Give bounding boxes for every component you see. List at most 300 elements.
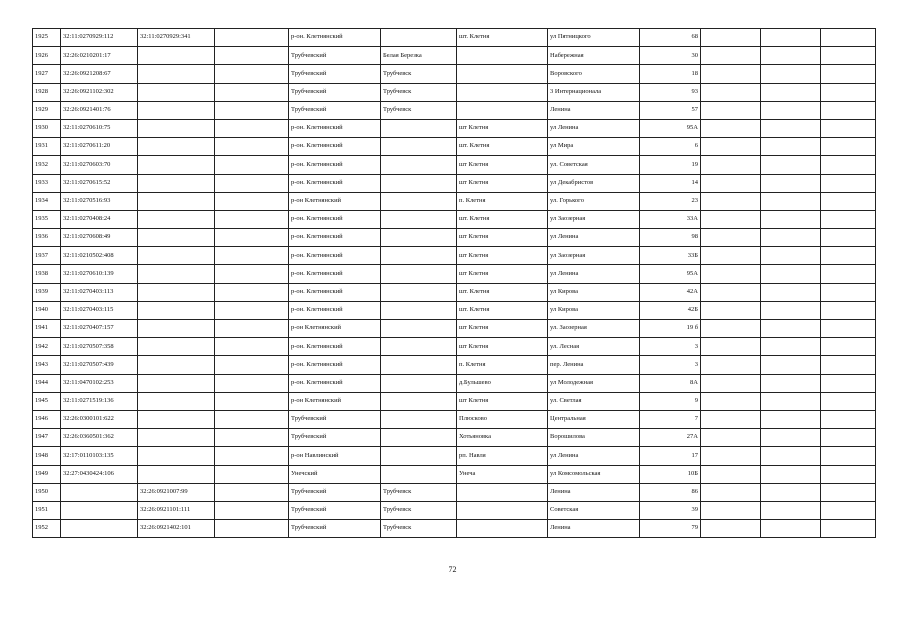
cell-extra-col-3 xyxy=(821,174,876,192)
cell-settlement: Трубчевск xyxy=(381,501,457,519)
cell-extra-col-3 xyxy=(821,192,876,210)
cell-district: р-он. Клетнянский xyxy=(289,174,381,192)
cell-street: Ленина xyxy=(548,101,640,119)
cell-settlement xyxy=(381,265,457,283)
cell-blank-cell xyxy=(215,301,289,319)
cell-extra-col-3 xyxy=(821,392,876,410)
cell-district: Трубчевский xyxy=(289,501,381,519)
cell-blank-cell xyxy=(215,320,289,338)
cell-district: р-он. Клетнянский xyxy=(289,138,381,156)
cell-cadastral-number-alt xyxy=(138,174,215,192)
cell-settlement: Трубчевск xyxy=(381,65,457,83)
cell-street: Советская xyxy=(548,501,640,519)
cell-cadastral-number-alt xyxy=(138,338,215,356)
cell-street: Воровского xyxy=(548,65,640,83)
cell-extra-col-1 xyxy=(701,320,761,338)
cell-extra-col-1 xyxy=(701,247,761,265)
cell-cadastral-number-alt xyxy=(138,447,215,465)
cell-row-number: 1939 xyxy=(33,283,61,301)
cell-extra-col-2 xyxy=(761,101,821,119)
table-row xyxy=(33,210,876,228)
cell-cadastral-number: 32:11:0270407:157 xyxy=(61,320,138,338)
cell-district: р-он Навлинский xyxy=(289,447,381,465)
cell-cadastral-number: 32:11:0270507:358 xyxy=(61,338,138,356)
table-row xyxy=(33,192,876,210)
cell-street: ул Кирова xyxy=(548,301,640,319)
cell-extra-col-3 xyxy=(821,301,876,319)
cell-blank-cell xyxy=(215,47,289,65)
cell-house-number: 42Б xyxy=(640,301,701,319)
cell-house-number: 23 xyxy=(640,192,701,210)
cell-extra-col-2 xyxy=(761,65,821,83)
cell-blank-cell xyxy=(215,410,289,428)
cell-street: Центральная xyxy=(548,410,640,428)
cell-extra-col-3 xyxy=(821,101,876,119)
cell-extra-col-1 xyxy=(701,465,761,483)
table-row xyxy=(33,301,876,319)
cell-house-number: 10Б xyxy=(640,465,701,483)
cell-district: Трубчевский xyxy=(289,47,381,65)
cell-street: ул Заозерная xyxy=(548,247,640,265)
table-row xyxy=(33,83,876,101)
cell-district: р-он Клетнянский xyxy=(289,320,381,338)
cell-extra-col-1 xyxy=(701,210,761,228)
cell-settlement xyxy=(381,138,457,156)
cell-district: р-он. Клетнянский xyxy=(289,301,381,319)
cell-street: ул. Горького xyxy=(548,192,640,210)
cell-settlement xyxy=(381,119,457,137)
cell-extra-col-3 xyxy=(821,283,876,301)
cell-settlement xyxy=(381,156,457,174)
cell-extra-col-3 xyxy=(821,483,876,501)
cell-cadastral-number: 32:26:0921401:76 xyxy=(61,101,138,119)
cell-row-number: 1927 xyxy=(33,65,61,83)
register-table-body xyxy=(33,29,876,538)
cell-settlement xyxy=(381,338,457,356)
cell-extra-col-2 xyxy=(761,465,821,483)
table-row xyxy=(33,229,876,247)
cell-cadastral-number-alt: 32:26:0921101:111 xyxy=(138,501,215,519)
cell-extra-col-2 xyxy=(761,429,821,447)
cell-extra-col-3 xyxy=(821,247,876,265)
cell-row-number: 1935 xyxy=(33,210,61,228)
cell-locality: п. Клетня xyxy=(457,192,548,210)
cell-extra-col-1 xyxy=(701,447,761,465)
cell-row-number: 1947 xyxy=(33,429,61,447)
cell-row-number: 1934 xyxy=(33,192,61,210)
cell-house-number: 79 xyxy=(640,520,701,538)
cell-cadastral-number: 32:11:0270611:20 xyxy=(61,138,138,156)
cell-cadastral-number-alt xyxy=(138,192,215,210)
cell-house-number: 19 xyxy=(640,156,701,174)
cell-blank-cell xyxy=(215,429,289,447)
cell-row-number: 1951 xyxy=(33,501,61,519)
cell-cadastral-number: 32:26:0210201:17 xyxy=(61,47,138,65)
cell-settlement xyxy=(381,447,457,465)
cell-extra-col-2 xyxy=(761,156,821,174)
cell-street: ул Ленина xyxy=(548,447,640,465)
cell-extra-col-3 xyxy=(821,501,876,519)
cell-street: Ленина xyxy=(548,483,640,501)
cell-district: Унечский xyxy=(289,465,381,483)
cell-district: р-он. Клетнянский xyxy=(289,119,381,137)
cell-extra-col-2 xyxy=(761,247,821,265)
cell-house-number: 86 xyxy=(640,483,701,501)
cell-extra-col-2 xyxy=(761,374,821,392)
cell-extra-col-1 xyxy=(701,483,761,501)
table-row xyxy=(33,429,876,447)
cell-extra-col-2 xyxy=(761,119,821,137)
cell-extra-col-2 xyxy=(761,520,821,538)
cell-district: р-он. Клетнянский xyxy=(289,29,381,47)
table-row xyxy=(33,465,876,483)
cell-district: Трубчевский xyxy=(289,101,381,119)
cell-settlement xyxy=(381,392,457,410)
table-row xyxy=(33,29,876,47)
cell-extra-col-2 xyxy=(761,47,821,65)
cell-cadastral-number-alt xyxy=(138,374,215,392)
cell-extra-col-1 xyxy=(701,101,761,119)
table-row xyxy=(33,283,876,301)
cell-row-number: 1936 xyxy=(33,229,61,247)
cell-settlement: Трубчевск xyxy=(381,101,457,119)
page-number: 72 xyxy=(448,565,457,574)
cell-settlement xyxy=(381,465,457,483)
cell-house-number: 33А xyxy=(640,210,701,228)
cell-row-number: 1925 xyxy=(33,29,61,47)
cell-cadastral-number: 32:11:0270408:24 xyxy=(61,210,138,228)
cell-row-number: 1937 xyxy=(33,247,61,265)
cell-settlement xyxy=(381,301,457,319)
cell-extra-col-3 xyxy=(821,119,876,137)
cell-extra-col-3 xyxy=(821,265,876,283)
cell-blank-cell xyxy=(215,265,289,283)
table-row xyxy=(33,410,876,428)
cell-extra-col-1 xyxy=(701,65,761,83)
cell-settlement xyxy=(381,356,457,374)
cell-blank-cell xyxy=(215,338,289,356)
table-row xyxy=(33,356,876,374)
table-row xyxy=(33,47,876,65)
cell-cadastral-number-alt xyxy=(138,101,215,119)
cell-settlement xyxy=(381,429,457,447)
cell-house-number: 42А xyxy=(640,283,701,301)
cell-settlement xyxy=(381,247,457,265)
cell-blank-cell xyxy=(215,447,289,465)
cell-street: Ворошилова xyxy=(548,429,640,447)
cell-district: р-он. Клетнянский xyxy=(289,265,381,283)
cell-extra-col-3 xyxy=(821,338,876,356)
cell-blank-cell xyxy=(215,247,289,265)
cell-cadastral-number xyxy=(61,520,138,538)
cell-extra-col-2 xyxy=(761,229,821,247)
cell-house-number: 9 xyxy=(640,392,701,410)
cell-cadastral-number: 32:26:0921102:302 xyxy=(61,83,138,101)
cell-row-number: 1945 xyxy=(33,392,61,410)
cell-street: ул Заозерная xyxy=(548,210,640,228)
cell-extra-col-1 xyxy=(701,392,761,410)
cell-blank-cell xyxy=(215,501,289,519)
cell-row-number: 1929 xyxy=(33,101,61,119)
table-row xyxy=(33,520,876,538)
cell-row-number: 1926 xyxy=(33,47,61,65)
cell-extra-col-3 xyxy=(821,320,876,338)
cell-extra-col-1 xyxy=(701,429,761,447)
cell-extra-col-1 xyxy=(701,174,761,192)
cell-extra-col-3 xyxy=(821,447,876,465)
cell-district: р-он. Клетнянский xyxy=(289,356,381,374)
cell-row-number: 1952 xyxy=(33,520,61,538)
cell-street: ул. Светлая xyxy=(548,392,640,410)
cell-row-number: 1932 xyxy=(33,156,61,174)
cell-cadastral-number: 32:11:0270403:113 xyxy=(61,283,138,301)
cell-cadastral-number-alt xyxy=(138,229,215,247)
cell-cadastral-number-alt xyxy=(138,210,215,228)
cell-extra-col-3 xyxy=(821,47,876,65)
cell-blank-cell xyxy=(215,374,289,392)
cell-locality: Унеча xyxy=(457,465,548,483)
cell-extra-col-1 xyxy=(701,156,761,174)
cell-district: р-он. Клетнянский xyxy=(289,338,381,356)
cell-blank-cell xyxy=(215,283,289,301)
cell-settlement xyxy=(381,192,457,210)
cell-blank-cell xyxy=(215,174,289,192)
cell-cadastral-number-alt: 32:11:0270929:341 xyxy=(138,29,215,47)
cell-district: Трубчевский xyxy=(289,520,381,538)
cell-district: р-он Клетнянский xyxy=(289,392,381,410)
cell-cadastral-number: 32:11:0270507:439 xyxy=(61,356,138,374)
cell-cadastral-number-alt xyxy=(138,247,215,265)
cell-district: р-он. Клетнянский xyxy=(289,156,381,174)
cell-cadastral-number: 32:11:0270516:93 xyxy=(61,192,138,210)
cell-row-number: 1949 xyxy=(33,465,61,483)
cell-blank-cell xyxy=(215,29,289,47)
cell-cadastral-number: 32:11:0470102:253 xyxy=(61,374,138,392)
cell-cadastral-number-alt xyxy=(138,301,215,319)
cell-locality: шт Клетня xyxy=(457,320,548,338)
cell-extra-col-3 xyxy=(821,156,876,174)
cell-settlement xyxy=(381,283,457,301)
cell-street: ул Кирова xyxy=(548,283,640,301)
cell-district: р-он. Клетнянский xyxy=(289,210,381,228)
cell-blank-cell xyxy=(215,101,289,119)
cell-cadastral-number: 32:11:0270608:49 xyxy=(61,229,138,247)
cell-street: ул. Лесная xyxy=(548,338,640,356)
table-row xyxy=(33,265,876,283)
cell-extra-col-3 xyxy=(821,229,876,247)
cell-settlement: Трубчевск xyxy=(381,520,457,538)
cell-extra-col-3 xyxy=(821,356,876,374)
cell-street: пер. Ленина xyxy=(548,356,640,374)
cell-blank-cell xyxy=(215,119,289,137)
table-row xyxy=(33,174,876,192)
cell-blank-cell xyxy=(215,138,289,156)
cell-cadastral-number-alt: 32:26:0921402:101 xyxy=(138,520,215,538)
cell-cadastral-number: 32:11:0270929:112 xyxy=(61,29,138,47)
cell-blank-cell xyxy=(215,192,289,210)
table-row xyxy=(33,119,876,137)
cell-row-number: 1931 xyxy=(33,138,61,156)
cell-locality: шт Клетня xyxy=(457,156,548,174)
cell-cadastral-number-alt xyxy=(138,356,215,374)
cell-blank-cell xyxy=(215,229,289,247)
cell-street: 3 Интернационала xyxy=(548,83,640,101)
cell-street: ул Ленина xyxy=(548,229,640,247)
cell-extra-col-1 xyxy=(701,138,761,156)
cell-locality xyxy=(457,101,548,119)
cell-extra-col-1 xyxy=(701,338,761,356)
table-row xyxy=(33,374,876,392)
cell-street: ул Декабристов xyxy=(548,174,640,192)
cell-house-number: 3 xyxy=(640,338,701,356)
cell-extra-col-2 xyxy=(761,501,821,519)
cell-cadastral-number-alt xyxy=(138,410,215,428)
cell-extra-col-2 xyxy=(761,174,821,192)
table-row xyxy=(33,483,876,501)
cell-house-number: 95А xyxy=(640,119,701,137)
cell-extra-col-2 xyxy=(761,320,821,338)
cell-district: р-он. Клетнянский xyxy=(289,229,381,247)
cell-extra-col-3 xyxy=(821,374,876,392)
cell-blank-cell xyxy=(215,65,289,83)
cell-settlement xyxy=(381,210,457,228)
cell-house-number: 17 xyxy=(640,447,701,465)
cell-blank-cell xyxy=(215,83,289,101)
cell-locality: шт. Клетня xyxy=(457,138,548,156)
cell-cadastral-number-alt: 32:26:0921007:99 xyxy=(138,483,215,501)
cell-cadastral-number xyxy=(61,483,138,501)
cell-locality: шт Клетня xyxy=(457,229,548,247)
table-row xyxy=(33,138,876,156)
cell-district: Трубчевский xyxy=(289,483,381,501)
table-row xyxy=(33,338,876,356)
cell-blank-cell xyxy=(215,356,289,374)
cell-district: р-он. Клетнянский xyxy=(289,283,381,301)
cell-row-number: 1946 xyxy=(33,410,61,428)
cell-locality: д.Бульшево xyxy=(457,374,548,392)
cell-extra-col-2 xyxy=(761,483,821,501)
cell-blank-cell xyxy=(215,210,289,228)
cell-house-number: 33Б xyxy=(640,247,701,265)
cell-cadastral-number xyxy=(61,501,138,519)
table-row xyxy=(33,65,876,83)
cell-extra-col-3 xyxy=(821,138,876,156)
cell-extra-col-2 xyxy=(761,392,821,410)
cell-locality: шт. Клетня xyxy=(457,283,548,301)
cell-settlement xyxy=(381,374,457,392)
cell-cadastral-number-alt xyxy=(138,138,215,156)
cell-house-number: 8А xyxy=(640,374,701,392)
cell-cadastral-number-alt xyxy=(138,392,215,410)
cell-extra-col-2 xyxy=(761,138,821,156)
cell-extra-col-3 xyxy=(821,410,876,428)
cell-extra-col-2 xyxy=(761,210,821,228)
cell-district: р-он. Клетнянский xyxy=(289,374,381,392)
cell-extra-col-1 xyxy=(701,29,761,47)
cell-extra-col-1 xyxy=(701,265,761,283)
cell-cadastral-number: 32:11:0270615:52 xyxy=(61,174,138,192)
cell-blank-cell xyxy=(215,483,289,501)
cell-street: Набережная xyxy=(548,47,640,65)
cell-cadastral-number: 32:11:0210502:408 xyxy=(61,247,138,265)
cell-house-number: 93 xyxy=(640,83,701,101)
cell-locality: шт Клетня xyxy=(457,392,548,410)
cell-extra-col-1 xyxy=(701,501,761,519)
cell-locality: шт Клетня xyxy=(457,174,548,192)
cell-extra-col-3 xyxy=(821,29,876,47)
cell-street: ул Мира xyxy=(548,138,640,156)
cell-street: ул. Заозерная xyxy=(548,320,640,338)
cell-extra-col-2 xyxy=(761,29,821,47)
cell-locality: шт. Клетня xyxy=(457,301,548,319)
table-row xyxy=(33,156,876,174)
cell-cadastral-number-alt xyxy=(138,65,215,83)
cell-district: Трубчевский xyxy=(289,65,381,83)
cell-house-number: 95А xyxy=(640,265,701,283)
cell-settlement xyxy=(381,320,457,338)
cell-extra-col-3 xyxy=(821,210,876,228)
cell-street: ул. Советская xyxy=(548,156,640,174)
cell-house-number: 30 xyxy=(640,47,701,65)
table-row xyxy=(33,101,876,119)
cell-house-number: 14 xyxy=(640,174,701,192)
cell-extra-col-2 xyxy=(761,283,821,301)
cell-cadastral-number-alt xyxy=(138,283,215,301)
cell-extra-col-2 xyxy=(761,192,821,210)
cell-extra-col-1 xyxy=(701,301,761,319)
cell-row-number: 1950 xyxy=(33,483,61,501)
cell-extra-col-3 xyxy=(821,465,876,483)
cell-blank-cell xyxy=(215,465,289,483)
cell-district: р-он. Клетнянский xyxy=(289,247,381,265)
cell-locality xyxy=(457,83,548,101)
cell-extra-col-2 xyxy=(761,83,821,101)
cell-blank-cell xyxy=(215,520,289,538)
cell-row-number: 1933 xyxy=(33,174,61,192)
cell-street: ул Молодежная xyxy=(548,374,640,392)
cell-cadastral-number: 32:26:0300101:622 xyxy=(61,410,138,428)
cell-extra-col-1 xyxy=(701,83,761,101)
cell-row-number: 1942 xyxy=(33,338,61,356)
cell-locality xyxy=(457,520,548,538)
cell-locality: п. Клетня xyxy=(457,356,548,374)
cell-district: Трубчевский xyxy=(289,429,381,447)
cell-extra-col-1 xyxy=(701,229,761,247)
cell-cadastral-number: 32:11:0271519:136 xyxy=(61,392,138,410)
cell-cadastral-number: 32:26:0921208:67 xyxy=(61,65,138,83)
cell-extra-col-1 xyxy=(701,410,761,428)
cell-extra-col-2 xyxy=(761,265,821,283)
cell-extra-col-3 xyxy=(821,83,876,101)
cell-locality xyxy=(457,65,548,83)
cell-cadastral-number-alt xyxy=(138,156,215,174)
cell-locality: шт Клетня xyxy=(457,338,548,356)
cell-extra-col-1 xyxy=(701,283,761,301)
register-table xyxy=(32,28,876,538)
cell-row-number: 1930 xyxy=(33,119,61,137)
cell-street: Ленина xyxy=(548,520,640,538)
cell-row-number: 1941 xyxy=(33,320,61,338)
cell-row-number: 1938 xyxy=(33,265,61,283)
cell-extra-col-2 xyxy=(761,338,821,356)
cell-locality xyxy=(457,501,548,519)
cell-cadastral-number: 32:27:0430424:106 xyxy=(61,465,138,483)
cell-extra-col-3 xyxy=(821,520,876,538)
table-row xyxy=(33,392,876,410)
cell-cadastral-number-alt xyxy=(138,465,215,483)
cell-locality: шт Клетня xyxy=(457,247,548,265)
cell-settlement xyxy=(381,410,457,428)
